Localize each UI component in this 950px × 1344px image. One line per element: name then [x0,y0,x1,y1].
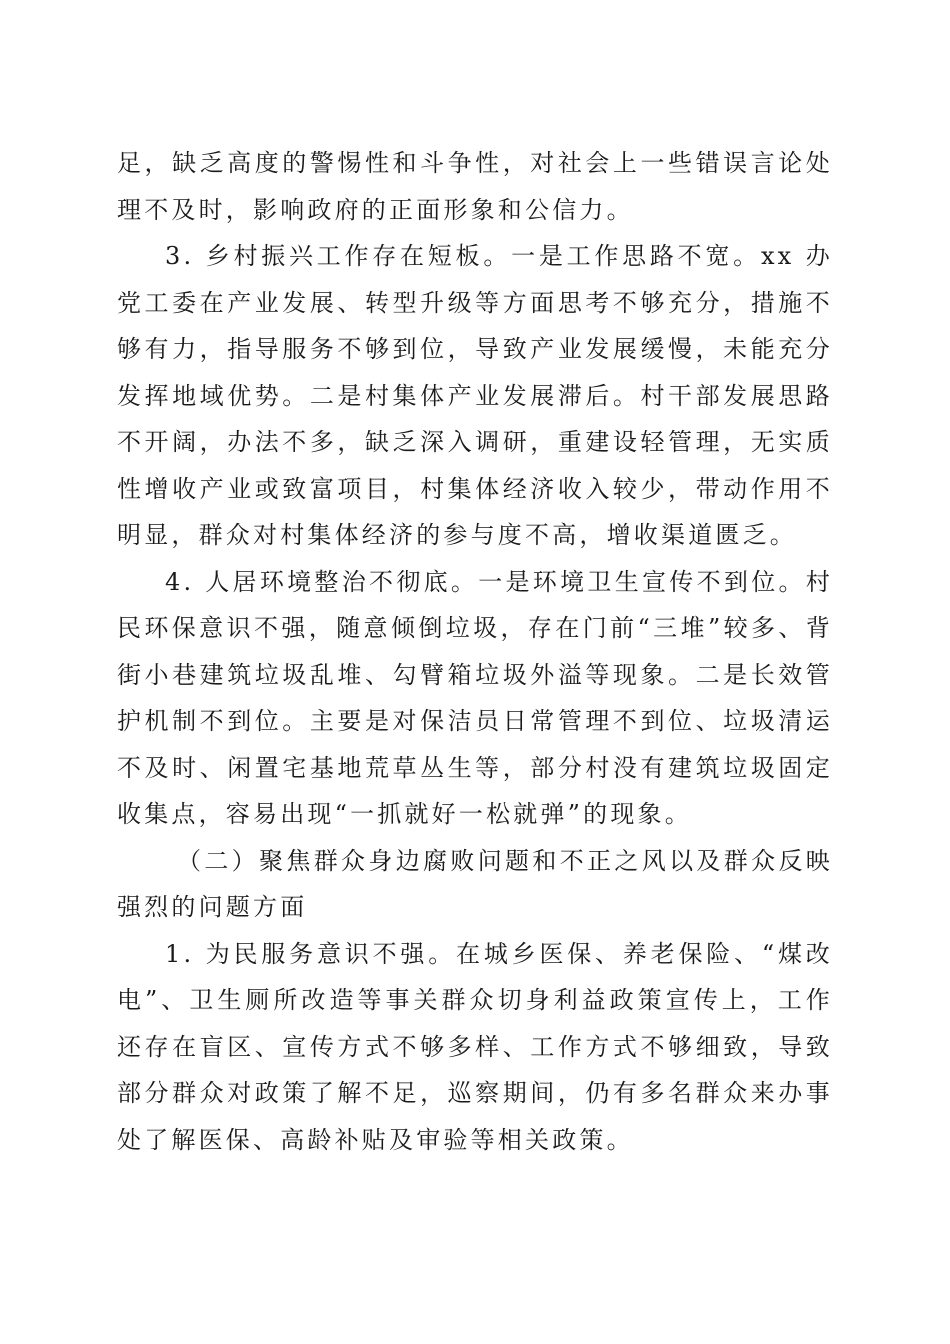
document-page [117,140,833,1163]
item-4-living-environment: 4. 人居环境整治不彻底。一是环境卫生宣传不到位。村民环保意识不强，随意倾倒垃圾，存在门前“三堆”较多、背街小巷建筑垃圾乱堆、勾臂箱垃圾外溢等现象。二是长效管护机制不到位。主要是对保洁员日常管理不到位、垃圾清运不及时、闲置宅基地荒草丛生等，部分村没有建筑垃圾固定收集点，容易出现“一抓就好一松就弹”的现象。 [117,567,833,828]
item-3-rural-revitalization: 3. 乡村振兴工作存在短板。一是工作思路不宽。xx 办党工委在产业发展、转型升级等方面思考不够充分，措施不够有力，指导服务不够到位，导致产业发展缓慢，未能充分发挥地域优势。二是村集体产业发展滞后。村干部发展思路不开阔，办法不多，缺乏深入调研，重建设轻管理，无实质性增收产业或致富项目，村集体经济收入较少，带动作用不明显，群众对村集体经济的参与度不高，增收渠道匮乏。 [117,242,833,549]
section-heading-2: （二）聚焦群众身边腐败问题和不正之风以及群众反映强烈的问题方面 [117,846,833,921]
item-1-service-awareness: 1. 为民服务意识不强。在城乡医保、养老保险、“煤改电”、卫生厕所改造等事关群众切身利益政策宣传上，工作还存在盲区、宣传方式不够多样、工作方式不够细致，导致部分群众对政策了解不足，巡察期间，仍有多名群众来办事处了解医保、高龄补贴及审验等相关政策。 [117,939,833,1154]
continuation-paragraph: 足，缺乏高度的警惕性和斗争性，对社会上一些错误言论处理不及时，影响政府的正面形象和公信力。 [117,149,833,224]
